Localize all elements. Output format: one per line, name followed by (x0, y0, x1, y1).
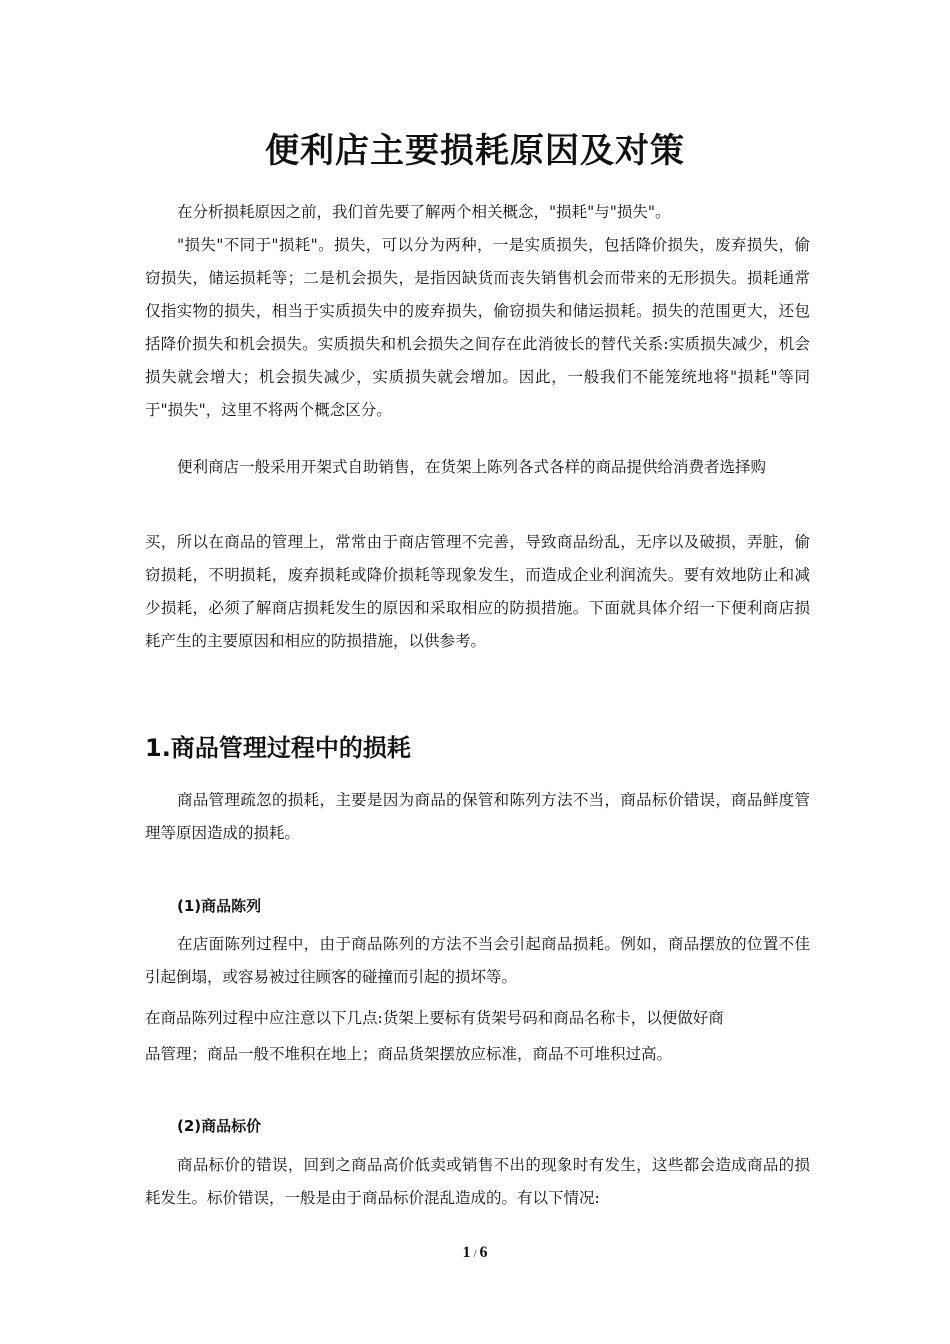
intro-paragraph-1: 在分析损耗原因之前，我们首先要了解两个相关概念，"损耗"与"损失"。 (177, 203, 671, 221)
intro-paragraph-3: 便利商店一般采用开架式自助销售，在货架上陈列各式各样的商品提供给消费者选择购 (177, 458, 767, 476)
section-heading: 1.商品管理过程中的损耗 (145, 734, 411, 762)
display-note-line-1: 在商品陈列过程中应注意以下几点:货架上要标有货架号码和商品名称卡，以便做好商 (145, 1009, 724, 1027)
intro-paragraph-4: 买，所以在商品的管理上，常常由于商店管理不完善，导致商品纷乱，无序以及破损，弄脏，偷窃损耗，不明损耗，废弃损耗或降价损耗等现象发生，而造成企业利润流失。要有效地防止和减少损耗，必须了解商店损耗发生的原因和采取相应的防损措施。下面就具体介绍一下便利商店损耗产生的主要原因和相应的防损措施，以供参考。 (145, 533, 810, 650)
total-pages-number: 6 (479, 1244, 488, 1261)
subsection-heading-display: (1)商品陈列 (177, 897, 262, 915)
page-separator: / (473, 1248, 477, 1260)
intro-paragraph-2: "损失"不同于"损耗"。损失，可以分为两种，一是实质损失，包括降价损失，废弃损失，偷窃损失，储运损耗等；二是机会损失，是指因缺货而丧失销售机会而带来的无形损失。损耗通常仅指实物的损失，相当于实质损失中的废弃损失，偷窃损失和储运损耗。损失的范围更大，还包括降价损失和机会损失。实质损失和机会损失之间存在此消彼长的替代关系:实质损失减少，机会损失就会增大；机会损失减少，实质损失就会增加。因此，一般我们不能笼统地将"损耗"等同于"损失"，这里不将两个概念区分。 (145, 236, 810, 419)
pricing-paragraph: 商品标价的错误，回到之商品高价低卖或销售不出的现象时有发生，这些都会造成商品的损耗发生。标价错误，一般是由于商品标价混乱造成的。有以下情况: (145, 1156, 810, 1207)
display-paragraph: 在店面陈列过程中，由于商品陈列的方法不当会引起商品损耗。例如，商品摆放的位置不佳引起倒塌，或容易被过往顾客的碰撞而引起的损坏等。 (145, 935, 810, 986)
document-title: 便利店主要损耗原因及对策 (265, 131, 685, 171)
page-number (0, 1240, 950, 1267)
section-paragraph: 商品管理疏忽的损耗，主要是因为商品的保管和陈列方法不当，商品标价错误，商品鲜度管理等原因造成的损耗。 (145, 791, 810, 842)
current-page-number: 1 (462, 1244, 471, 1261)
subsection-heading-pricing: (2)商品标价 (177, 1117, 262, 1135)
display-note-line-2: 品管理；商品一般不堆积在地上；商品货架摆放应标准，商品不可堆积过高。 (145, 1045, 673, 1063)
